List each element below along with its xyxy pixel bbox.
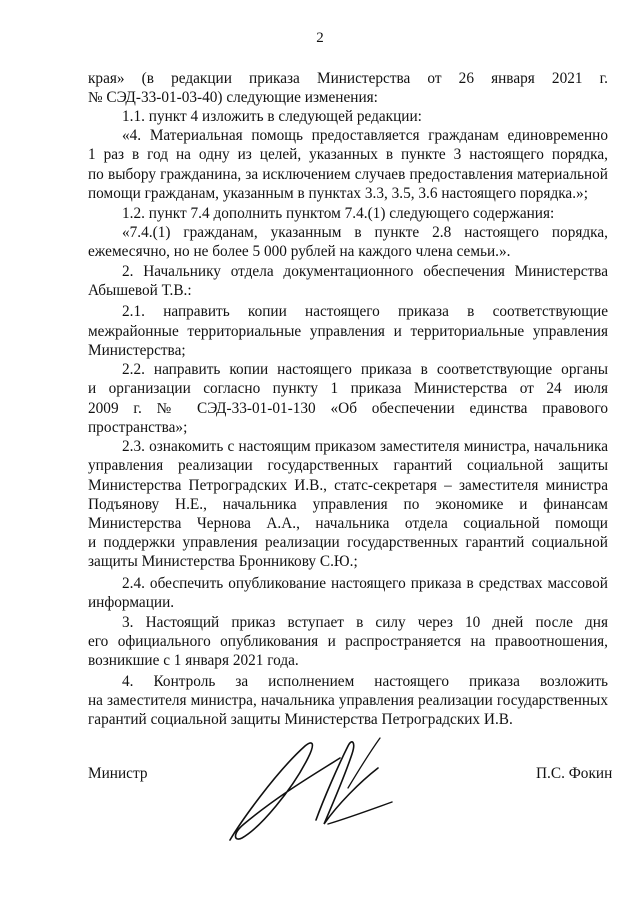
text-line: и организации согласно пункту 1 приказа Министерства от 24 июля: [88, 380, 608, 397]
text-line: 1.1. пункт 4 изложить в следующей редакции:: [122, 108, 422, 125]
text-line: 1 раз в год на одну из целей, указанных в пункте 3 настоящего порядка,: [88, 146, 608, 163]
text-line: защиты Министерства Бронникову С.Ю.;: [88, 553, 358, 570]
text-line: «4. Материальная помощь предоставляется гражданам единовременно: [122, 127, 608, 144]
text-line: Министерства Петроградских И.В., статс-секретаря – заместителя министра: [88, 477, 608, 494]
text-line: гарантий социальной защиты Министерства Петроградских И.В.: [88, 711, 513, 728]
text-line: «7.4.(1) гражданам, указанным в пункте 2.8 настоящего порядка,: [122, 224, 608, 241]
text-line: ежемесячно, но не более 5 000 рублей на каждого члена семьи.».: [88, 243, 511, 260]
text-line: Министерства Чернова А.А., начальника отдела социальной помощи: [88, 515, 608, 532]
text-line: и поддержки управления реализации государственных гарантий социальной: [88, 534, 608, 551]
signer-title: Министр: [88, 765, 148, 782]
text-line: его официального опубликования и распространяется на правоотношения,: [88, 633, 608, 650]
page-number: 2: [316, 30, 324, 46]
text-line: 3. Настоящий приказ вступает в силу через 10 дней после дня: [122, 614, 608, 631]
handwritten-signature: [220, 728, 410, 848]
text-line: 1.2. пункт 7.4 дополнить пунктом 7.4.(1) следующего содержания:: [122, 205, 555, 222]
text-line: на заместителя министра, начальника управления реализации государственных: [88, 692, 608, 709]
text-line: Подъянову Н.Е., начальника управления по экономике и финансам: [88, 496, 608, 513]
text-line: Министерства;: [88, 342, 186, 359]
text-line: 2.4. обеспечить опубликование настоящего приказа в средствах массовой: [122, 575, 608, 592]
text-line: пространства»;: [88, 419, 188, 436]
text-line: информации.: [88, 594, 175, 611]
text-line: межрайонные территориальные управления и территориальные управления: [88, 323, 608, 340]
text-line: 2.3. ознакомить с настоящим приказом заместителя министра, начальника: [122, 438, 608, 455]
text-line: 2009 г. № СЭД-33-01-01-130 «Об обеспечении единства правового: [88, 400, 608, 417]
signer-name: П.С. Фокин: [536, 765, 613, 782]
text-line: Абышевой Т.В.:: [88, 282, 192, 299]
text-line: 2.1. направить копии настоящего приказа в соответствующие: [122, 303, 608, 320]
text-line: № СЭД-33-01-03-40) следующие изменения:: [88, 89, 378, 106]
text-line: управления реализации государственных гарантий социальной защиты: [88, 457, 608, 474]
text-line: 2. Начальнику отдела документационного обеспечения Министерства: [122, 263, 608, 280]
text-line: 2.2. направить копии настоящего приказа в соответствующие органы: [122, 361, 608, 378]
text-line: помощи гражданам, указанным в пунктах 3.3, 3.5, 3.6 настоящего порядка.»;: [88, 185, 588, 202]
text-line: по выбору гражданина, за исключением случаев предоставления материальной: [88, 166, 608, 183]
text-line: 4. Контроль за исполнением настоящего приказа возложить: [122, 673, 608, 690]
text-line: возникшие с 1 января 2021 года.: [88, 652, 299, 669]
text-line: края» (в редакции приказа Министерства от 26 января 2021 г.: [88, 70, 608, 87]
